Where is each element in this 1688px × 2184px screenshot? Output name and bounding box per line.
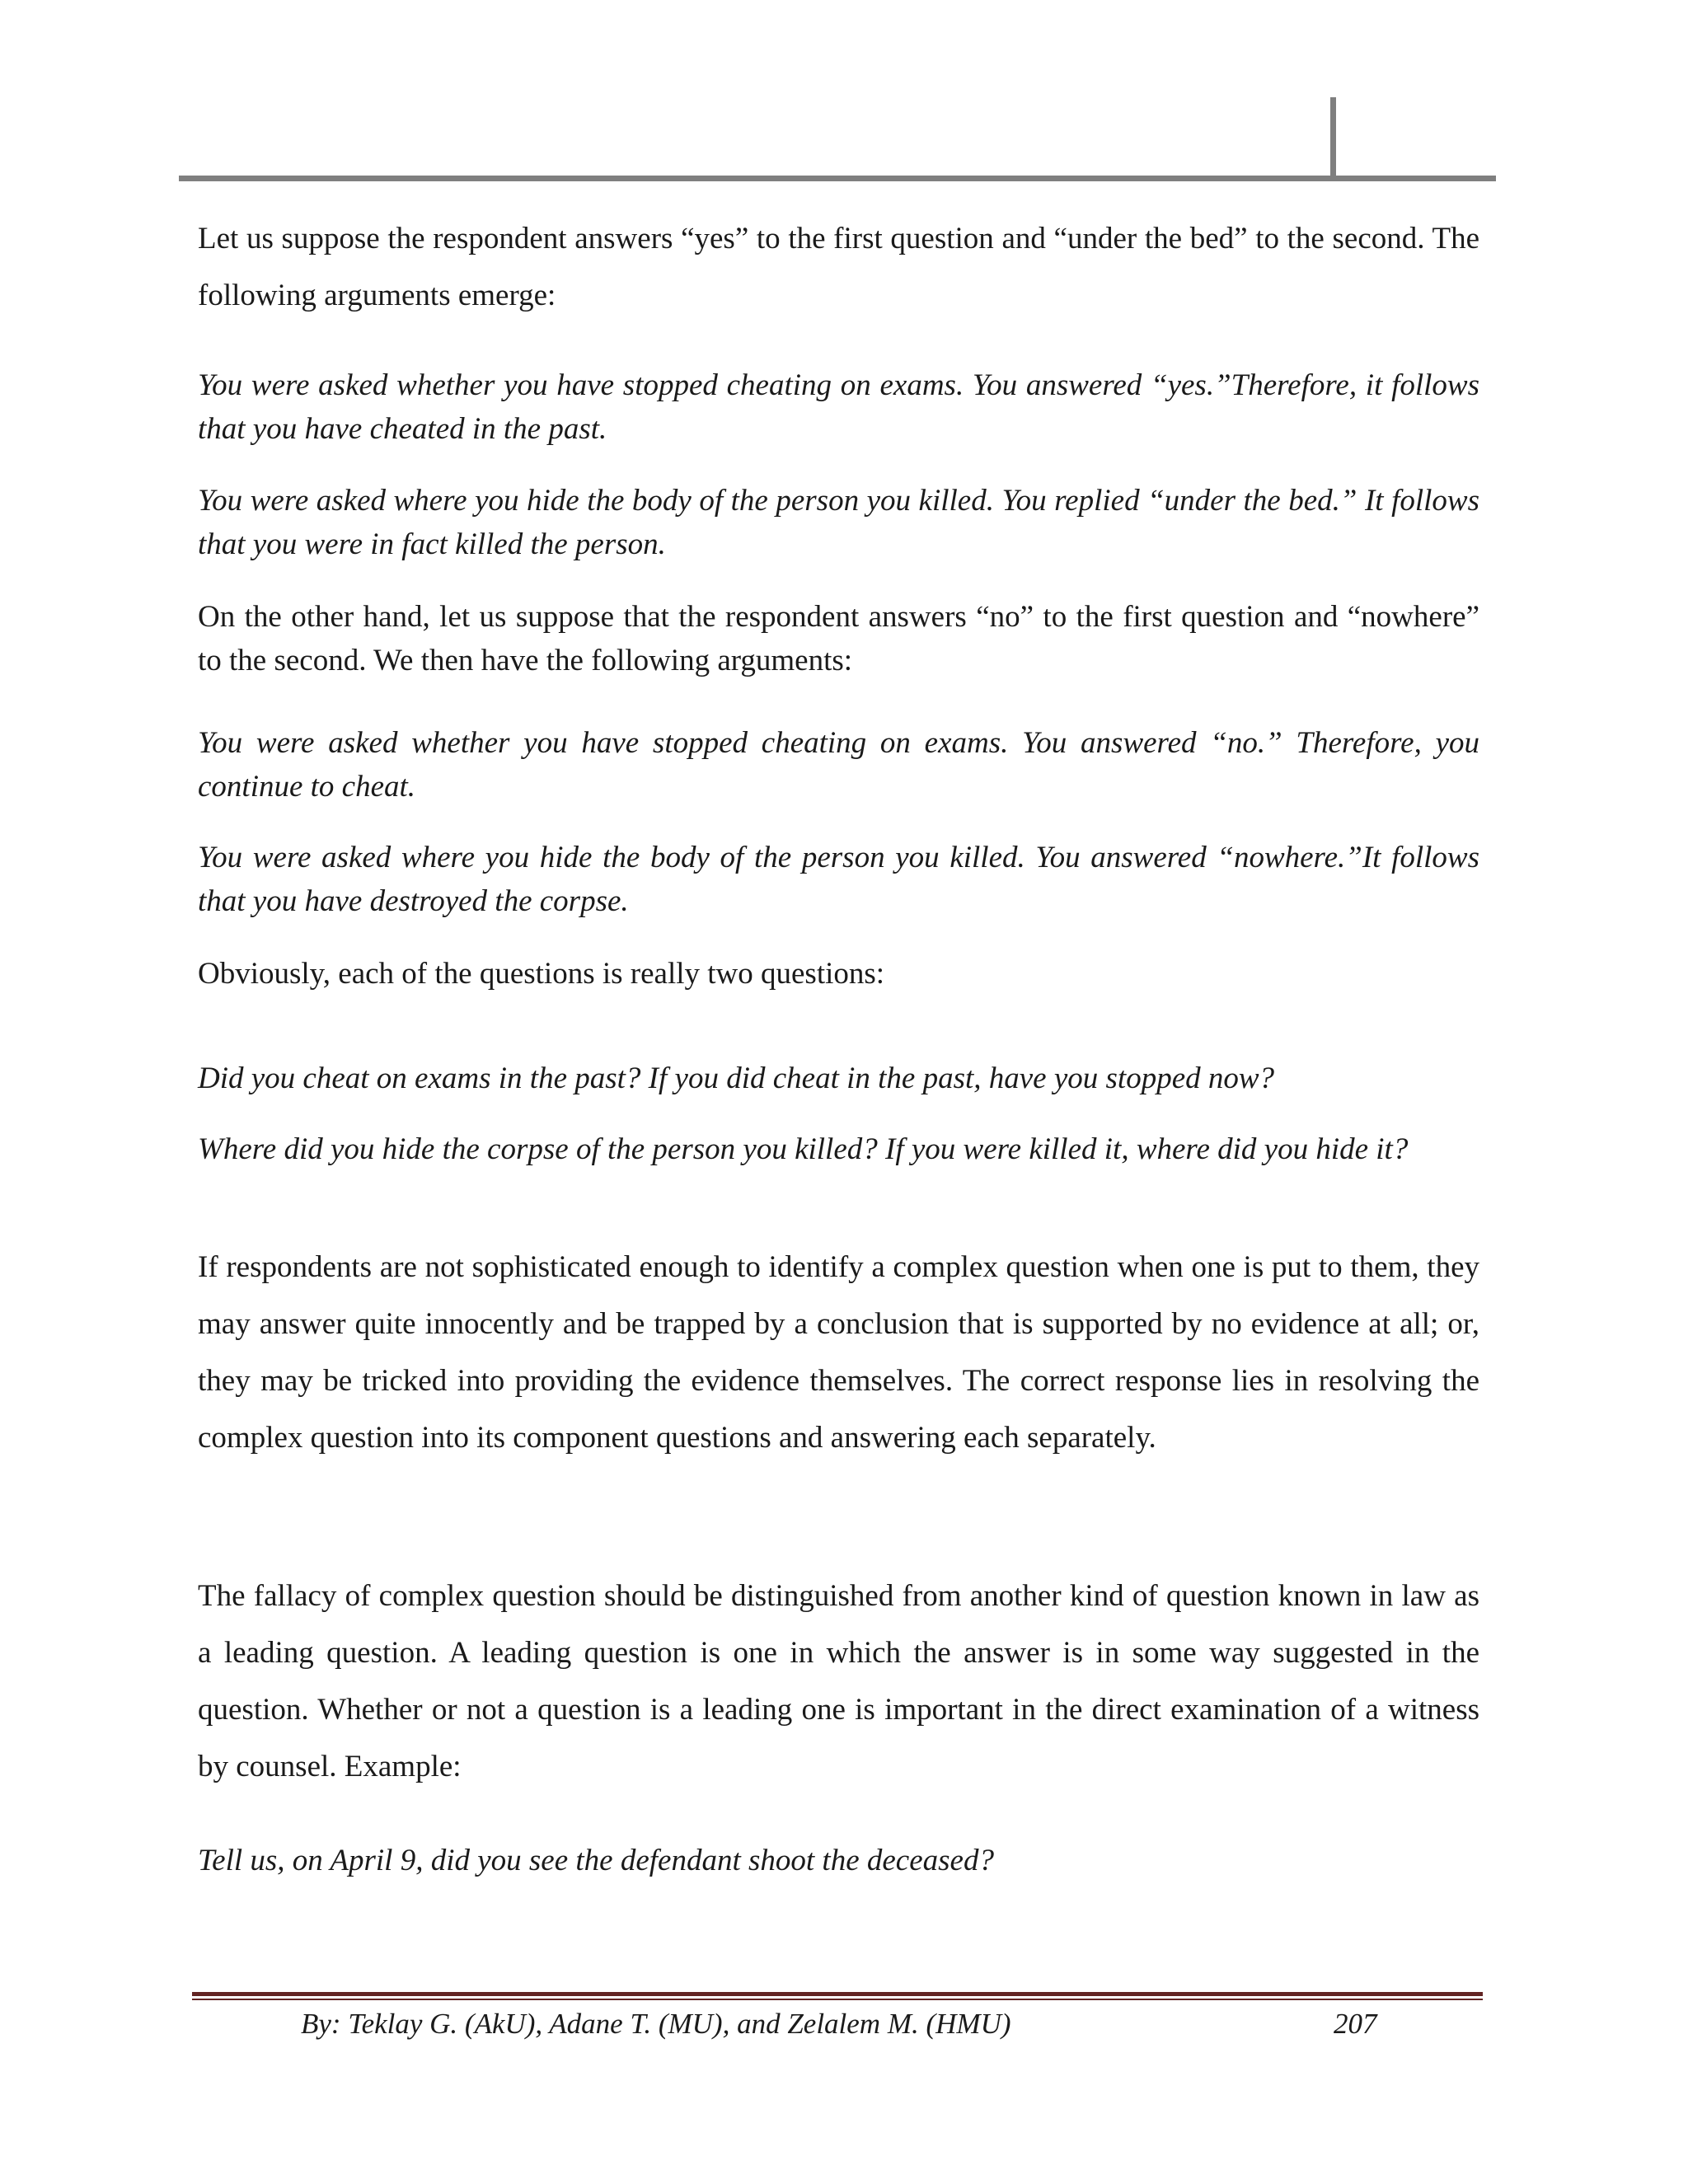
- paragraph-other-hand: On the other hand, let us suppose that the respondent answers “no” to the first question and “nowhere” to the second. We then have the following arguments:: [198, 600, 1479, 677]
- question-cheat: Did you cheat on exams in the past? If you did cheat in the past, have you stopped now?: [198, 1062, 1275, 1095]
- argument-no-cheating: You were asked whether you have stopped cheating on exams. You answered “no.” Therefore, you continue to cheat.: [198, 726, 1479, 804]
- question-corpse: Where did you hide the corpse of the person you killed? If you were killed it, where did you hide it?: [198, 1132, 1409, 1166]
- page-number: 207: [1334, 2008, 1377, 2040]
- argument-no-body: You were asked where you hide the body of the person you killed. You answered “nowhere.”It follows that you have destroyed the corpse.: [198, 841, 1479, 918]
- footer-rule-thin: [192, 1999, 1483, 2000]
- paragraph-intro: Let us suppose the respondent answers “yes” to the first question and “under the bed” to the second. The following arguments emerge:: [198, 222, 1479, 312]
- header-rule: [179, 176, 1496, 181]
- argument-yes-body: You were asked where you hide the body of the person you killed. You replied “under the bed.” It follows that you were in fact killed the person.: [198, 484, 1479, 561]
- footer-authors: By: Teklay G. (AkU), Adane T. (MU), and Zelalem M. (HMU): [301, 2008, 1011, 2040]
- paragraph-obviously: Obviously, each of the questions is really two questions:: [198, 957, 885, 991]
- header-tick: [1330, 97, 1336, 178]
- footer-rule-thick: [192, 1992, 1483, 1996]
- paragraph-respondents: If respondents are not sophisticated enough to identify a complex question when one is put to them, they may answer quite innocently and be trapped by a conclusion that is supported by no evidence at all; or, they may be tricked into providing the evidence themselves. The correct response lies in resolving the complex question into its component questions and answering each separately.: [198, 1250, 1479, 1455]
- example-question: Tell us, on April 9, did you see the defendant shoot the deceased?: [198, 1844, 994, 1877]
- argument-yes-cheating: You were asked whether you have stopped cheating on exams. You answered “yes.”Therefore, it follows that you have cheated in the past.: [198, 368, 1479, 446]
- paragraph-leading-question: The fallacy of complex question should be distinguished from another kind of question known in law as a leading question. A leading question is one in which the answer is in some way suggested in the question. Whether or not a question is a leading one is important in the direct examination of a witness by counsel. Example:: [198, 1579, 1479, 1783]
